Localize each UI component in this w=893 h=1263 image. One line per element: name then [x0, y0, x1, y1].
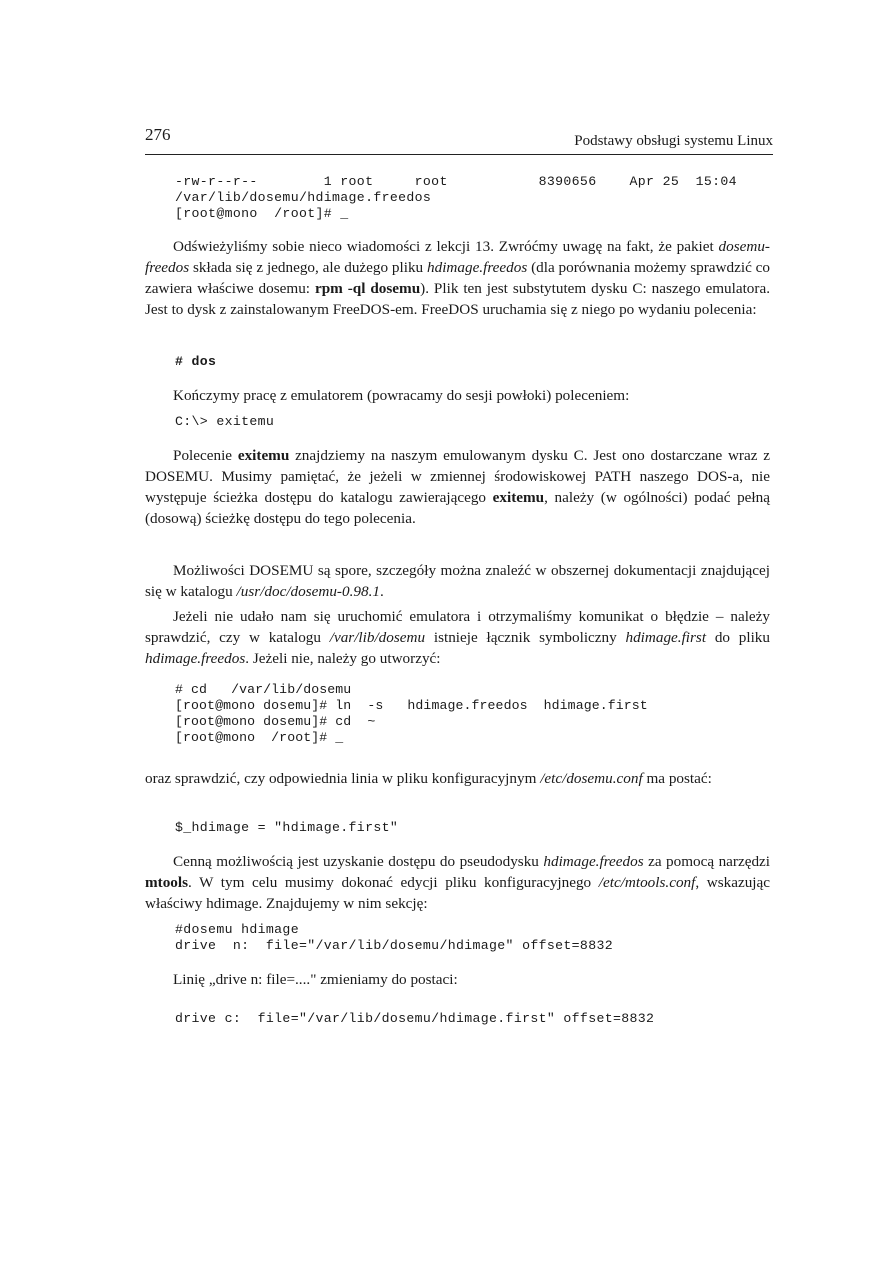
listing-line: [root@mono /root]# _ [175, 730, 344, 745]
page-header [145, 124, 773, 155]
paragraph-4: Możliwości DOSEMU są spore, szczegóły można znaleźć w obszernej dokumentacji znajdującej się w katalogu /usr/doc/dosemu-0.98.1. [145, 562, 770, 600]
paragraph-1: Odświeżyliśmy sobie nieco wiadomości z lekcji 13. Zwróćmy uwagę na fakt, że pakiet dosemu-freedos składa się z jednego, ale dużego pliku hdimage.freedos (dla porównania możemy sprawdzić co zawiera właściwe dosemu: rpm -ql dosemu). Plik ten jest substytutem dysku C: naszego emulatora. Jest to dysk z zainstalowanym FreeDOS-em. FreeDOS uruchamia się z niego po wydaniu polecenia: [145, 238, 770, 318]
config-line [175, 820, 795, 836]
listing-line: # cd /var/lib/dosemu [175, 682, 352, 697]
listing-line: /var/lib/dosemu/hdimage.freedos [175, 190, 432, 205]
listing-line: [root@mono dosemu]# ln -s hdimage.freedos hdimage.first [175, 698, 648, 713]
paragraph-8: Linię „drive n: file=...." zmieniamy do postaci: [173, 971, 458, 988]
page-number: 276 [145, 125, 171, 144]
command-line: C:\> exitemu [175, 414, 275, 429]
listing-line: [root@mono dosemu]# cd ~ [175, 714, 376, 729]
command-dos [175, 354, 795, 370]
listing-block-1 [175, 174, 795, 222]
mtools-line: drive n: file="/var/lib/dosemu/hdimage" offset=8832 [175, 938, 613, 953]
paragraph-3: Polecenie exitemu znajdziemy na naszym emulowanym dysku C. Jest ono dostarczane wraz z DOSEMU. Musimy pamiętać, że jeżeli w zmiennej środowiskowej PATH naszego DOS-a, nie występuje ścieżka dostępu do katalogu zawierającego exitemu, należy (w ogólności) podać pełną (dosową) ścieżkę dostępu do tego polecenia. [145, 447, 770, 527]
paragraph-5: Jeżeli nie udało nam się uruchomić emulatora i otrzymaliśmy komunikat o błędzie – należy sprawdzić, czy w katalogu /var/lib/dosemu istnieje łącznik symboliczny hdimage.first do pliku hdimage.freedos. Jeżeli nie, należy go utworzyć: [145, 608, 770, 667]
listing-block-2 [175, 682, 795, 746]
config-setting: $_hdimage = "hdimage.first" [175, 820, 399, 835]
running-title: Podstawy obsługi systemu Linux [574, 133, 773, 149]
paragraph-6: oraz sprawdzić, czy odpowiednia linia w pliku konfiguracyjnym /etc/dosemu.conf ma postać: [145, 770, 712, 787]
command-exitemu [175, 414, 795, 430]
paragraph-2: Kończymy pracę z emulatorem (powracamy do sesji powłoki) poleceniem: [173, 387, 630, 404]
paragraph-7: Cenną możliwością jest uzyskanie dostępu do pseudodysku hdimage.freedos za pomocą narzędzi mtools. W tym celu musimy dokonać edycji pliku konfiguracyjnego /etc/mtools.conf, wskazując właściwy hdimage. Znajdujemy w nim sekcję: [145, 853, 771, 912]
mtools-replacement [175, 1011, 795, 1027]
listing-line: [root@mono /root]# _ [175, 206, 349, 221]
mtools-section [175, 922, 795, 954]
mtools-line: drive c: file="/var/lib/dosemu/hdimage.first" offset=8832 [175, 1011, 655, 1026]
mtools-line: #dosemu hdimage [175, 922, 299, 937]
listing-line: -rw-r--r-- 1 root root 8390656 Apr 25 15:04 [175, 174, 737, 189]
command-line: # dos [175, 354, 217, 369]
